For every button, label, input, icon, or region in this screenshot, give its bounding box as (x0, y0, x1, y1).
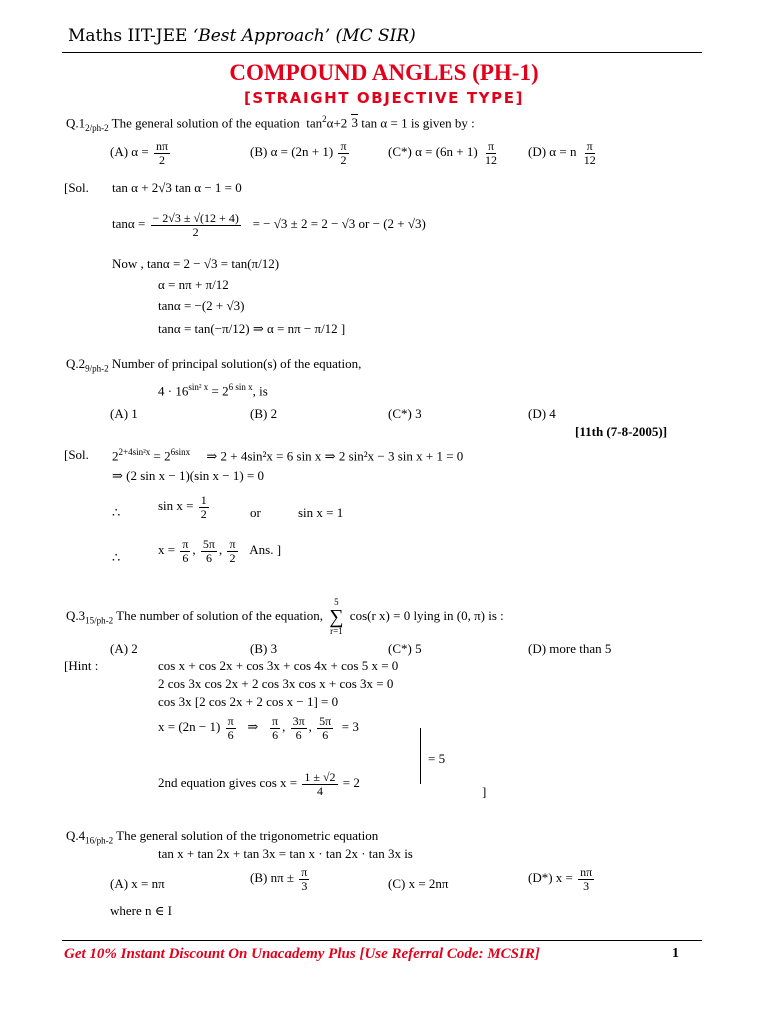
frac-den: 2 (200, 506, 207, 521)
frac-den: 6 (272, 727, 279, 742)
q2-s1c: ⇒ 2 + 4sin²x = 6 sin x ⇒ 2 sin²x − 3 sin x + 1 = 0 (206, 448, 464, 464)
header-italic: ‘Best Approach’ (MC SIR) (192, 26, 416, 46)
frac-num: 5π (319, 714, 332, 728)
q3-sigma (329, 598, 343, 636)
q2-s1a-sup: 2+4sin²x (118, 447, 151, 457)
q3-h5a: 2nd equation gives cos x = (158, 775, 298, 791)
q1-option-b[interactable] (250, 140, 351, 166)
q2-option-c[interactable]: (C*) 3 (388, 406, 422, 421)
q2-sol-line3 (158, 494, 211, 520)
frac-den: 6 (182, 550, 189, 565)
q2-sol-line2: ⇒ (2 sin x − 1)(sin x − 1) = 0 (112, 468, 265, 483)
q1-sol-label: [Sol. (64, 180, 89, 195)
q2-equation (158, 382, 268, 399)
q3-hint-1: cos x + cos 2x + cos 3x + cos 4x + cos 5 x = 0 (158, 658, 399, 673)
frac-den: 6 (205, 550, 212, 565)
frac-den: 3 (583, 878, 590, 893)
q1-sol2-frac (151, 212, 241, 238)
q3-eq: cos(r x) = 0 lying in (0, π) is : (349, 607, 504, 623)
q2-eq-mid: = 2 (211, 383, 229, 399)
q2-sol-line4: x = $\frac{\pi}{6}$ , $\frac{5\pi}{6}$ , $\frac{\pi}{2}$ Ans. ] (158, 537, 282, 565)
q2-x3 (227, 538, 237, 564)
q4-ref: 16/ph-2 (85, 835, 114, 846)
frac-num: π (487, 139, 494, 153)
q2-number: Q.2 (66, 356, 86, 371)
q1-option-c[interactable] (388, 140, 501, 166)
q3-eq5: = 5 (428, 751, 446, 766)
q3-close: ] (482, 784, 487, 799)
frac-num: π (301, 865, 308, 879)
q1-option-a[interactable] (110, 140, 172, 166)
q4-option-c[interactable]: (C) x = 2nπ (388, 876, 449, 891)
q2-label (66, 356, 361, 374)
q2-therefore-2: ∴ (112, 550, 121, 565)
q3-v2 (291, 715, 307, 741)
frac-num: nπ (155, 139, 169, 153)
frac-den: 3 (301, 878, 308, 893)
page-title: COMPOUND ANGLES (PH-1) (229, 60, 539, 85)
q2-sol-label: [Sol. (64, 447, 89, 462)
footer-promo: Get 10% Instant Discount On Unacademy Plus [Use Referral Code: MCSIR] (64, 946, 540, 962)
q3-hint-3: cos 3x [2 cos 2x + 2 cos x − 1] = 0 (158, 694, 339, 709)
q3-h5b: = 2 (342, 775, 360, 791)
q3-label (66, 598, 504, 636)
q1-optc-text: (C*) α = (6n + 1) (388, 144, 478, 160)
q1-text: The general solution of the equation (111, 115, 300, 131)
q3-ref: 15/ph-2 (85, 615, 114, 626)
q4-optb-text: (B) nπ ± (250, 870, 295, 886)
q2-therefore-1: ∴ (112, 505, 121, 520)
frac-num: − 2√3 ± √(12 + 4) (152, 211, 239, 225)
q2-eq-base: 4 · 16 (158, 383, 189, 399)
frac-num: π (586, 139, 593, 153)
q4-label (66, 828, 378, 846)
q2-s3-frac (199, 494, 209, 520)
frac-num: π (227, 714, 234, 728)
q1-optc-frac (483, 140, 499, 166)
frac-den: 6 (322, 727, 329, 742)
q1-now-line3: tanα = −(2 + √3) (158, 298, 245, 313)
q3-option-d[interactable]: (D) more than 5 (528, 641, 612, 656)
frac-num: π (340, 139, 347, 153)
frac-den: 4 (316, 783, 323, 798)
q3-brace (414, 728, 421, 784)
q4-optb-frac (299, 866, 309, 892)
q4-number: Q.4 (66, 828, 86, 843)
q1-optb-frac (338, 140, 348, 166)
q3-h4c: = 3 (341, 719, 359, 735)
q4-equation: tan x + tan 2x + tan 3x = tan x · tan 2x · tan 3x is (158, 846, 413, 861)
frac-den: 12 (484, 152, 497, 167)
q1-sol2-lhs: tanα = (112, 216, 146, 232)
q3-hint-2: 2 cos 3x cos 2x + 2 cos 3x cos x + cos 3x = 0 (158, 676, 394, 691)
q1-number: Q.1 (66, 115, 86, 131)
q1-sol-line2 (112, 212, 426, 238)
page-number: 1 (672, 946, 679, 961)
q2-ref: 9/ph-2 (85, 363, 109, 374)
q3-option-a[interactable]: (A) 2 (110, 641, 138, 656)
q3-text: The number of solution of the equation, (116, 607, 324, 623)
frac-num: 3π (292, 714, 305, 728)
q2-x2 (201, 538, 217, 564)
frac-num: π (182, 537, 189, 551)
q1-now-line2: α = nπ + π/12 (158, 277, 229, 292)
q1-optd-text: (D) α = n (528, 144, 577, 160)
sigma-icon: ∑ (329, 606, 344, 628)
header-prefix: Maths IIT-JEE (68, 26, 193, 46)
frac-num: π (229, 537, 236, 551)
frac-den: 2 (192, 224, 199, 239)
q1-option-d[interactable] (528, 140, 600, 166)
q2-x1 (180, 538, 190, 564)
q2-s4a: x = (158, 542, 176, 558)
q2-option-b[interactable]: (B) 2 (250, 406, 278, 421)
frac-num: 1 ± √2 (304, 770, 336, 784)
q1-eq-tail: tan α = 1 is given by : (361, 115, 475, 131)
frac-den: 6 (227, 727, 234, 742)
page-subtitle: [STRAIGHT OBJECTIVE TYPE] (243, 89, 525, 107)
frac-num: π (272, 714, 279, 728)
q4-option-b[interactable] (250, 866, 311, 892)
q1-label: $Q.1_{2/ph-2}$ The general solution of the equation $\tan^2\alpha+2$ 3 tan α = 1 is given by : (66, 114, 475, 133)
frac-den: 6 (295, 727, 302, 742)
q3-option-b[interactable]: (B) 3 (250, 641, 278, 656)
q1-sol2-rest: = − √3 ± 2 = 2 − √3 or − (2 + √3) (252, 216, 426, 232)
q2-ans: Ans. ] (249, 542, 282, 558)
q3-h4b: ⇒ (247, 719, 259, 735)
q3-number: Q.3 (66, 607, 86, 623)
q3-hint-5 (158, 771, 360, 797)
q3-option-c[interactable]: (C*) 5 (388, 641, 422, 656)
q1-opta-text: (A) α = (110, 144, 149, 160)
q2-tag: [11th (7-8-2005)] (575, 424, 668, 439)
q1-sol-line1: tan α + 2√3 tan α − 1 = 0 (112, 180, 242, 195)
q2-eq-sup1: sin² x (188, 382, 209, 392)
q2-s1a: 2 (112, 448, 119, 464)
frac-num: nπ (580, 865, 593, 879)
q4-text: The general solution of the trigonometric equation (116, 828, 379, 843)
q4-option-d[interactable] (528, 866, 596, 892)
q2-option-a[interactable]: (A) 1 (110, 406, 138, 421)
sigma-bottom: r=1 (330, 626, 343, 636)
q3-h5-frac (302, 771, 337, 797)
header-title (68, 26, 416, 46)
q3-hint-4: x = (2n − 1) $\frac{\pi}{6}$ ⇒ $\frac{\pi}{6}$ , $\frac{3\pi}{6}$ , $\frac{5\pi}{6}$ = 3 (158, 714, 359, 742)
q1-optd-frac (582, 140, 598, 166)
q2-or: or (250, 505, 261, 520)
footer-rule (62, 940, 702, 941)
q1-now-line1: Now , tanα = 2 − √3 = tan(π/12) (112, 256, 280, 271)
q1-opta-frac (154, 140, 170, 166)
q2-s1b-sup: 6sinx (170, 447, 191, 457)
frac-den: 2 (229, 550, 236, 565)
frac-den: 2 (340, 152, 347, 167)
q1-optb-text: (B) α = (2n + 1) (250, 144, 334, 160)
q2-eq-sup2: 6 sin x (228, 382, 253, 392)
q3-hint-label: [Hint : (64, 658, 99, 673)
q3-h4-frac (226, 715, 236, 741)
q2-s1b: = 2 (153, 448, 171, 464)
frac-den: 12 (583, 152, 596, 167)
q3-h4a: x = (2n − 1) (158, 719, 221, 735)
sigma-top: 5 (334, 597, 339, 607)
frac-den: 2 (158, 152, 165, 167)
frac-num: 1 (200, 493, 207, 507)
q4-option-a[interactable]: (A) x = nπ (110, 876, 165, 891)
q2-option-d[interactable]: (D) 4 (528, 406, 556, 421)
q2-sol-line1 (112, 447, 463, 464)
q2-eq-tail: , is (252, 383, 268, 399)
q3-v1 (270, 715, 280, 741)
q4-where: where n ∈ I (110, 903, 172, 918)
header-rule (62, 52, 702, 53)
q4-optd-text: (D*) x = (528, 870, 573, 886)
q4-optd-frac (578, 866, 594, 892)
q1-now-line4: tanα = tan(−π/12) ⇒ α = nπ − π/12 ] (158, 321, 346, 336)
q1-ref: 2/ph-2 (85, 122, 109, 133)
q2-s3a: sin x = (158, 498, 194, 514)
q2-text: Number of principal solution(s) of the equation, (111, 356, 362, 371)
frac-num: 5π (202, 537, 215, 551)
q3-v3 (317, 715, 333, 741)
q2-sol-line3b: sin x = 1 (298, 505, 344, 520)
